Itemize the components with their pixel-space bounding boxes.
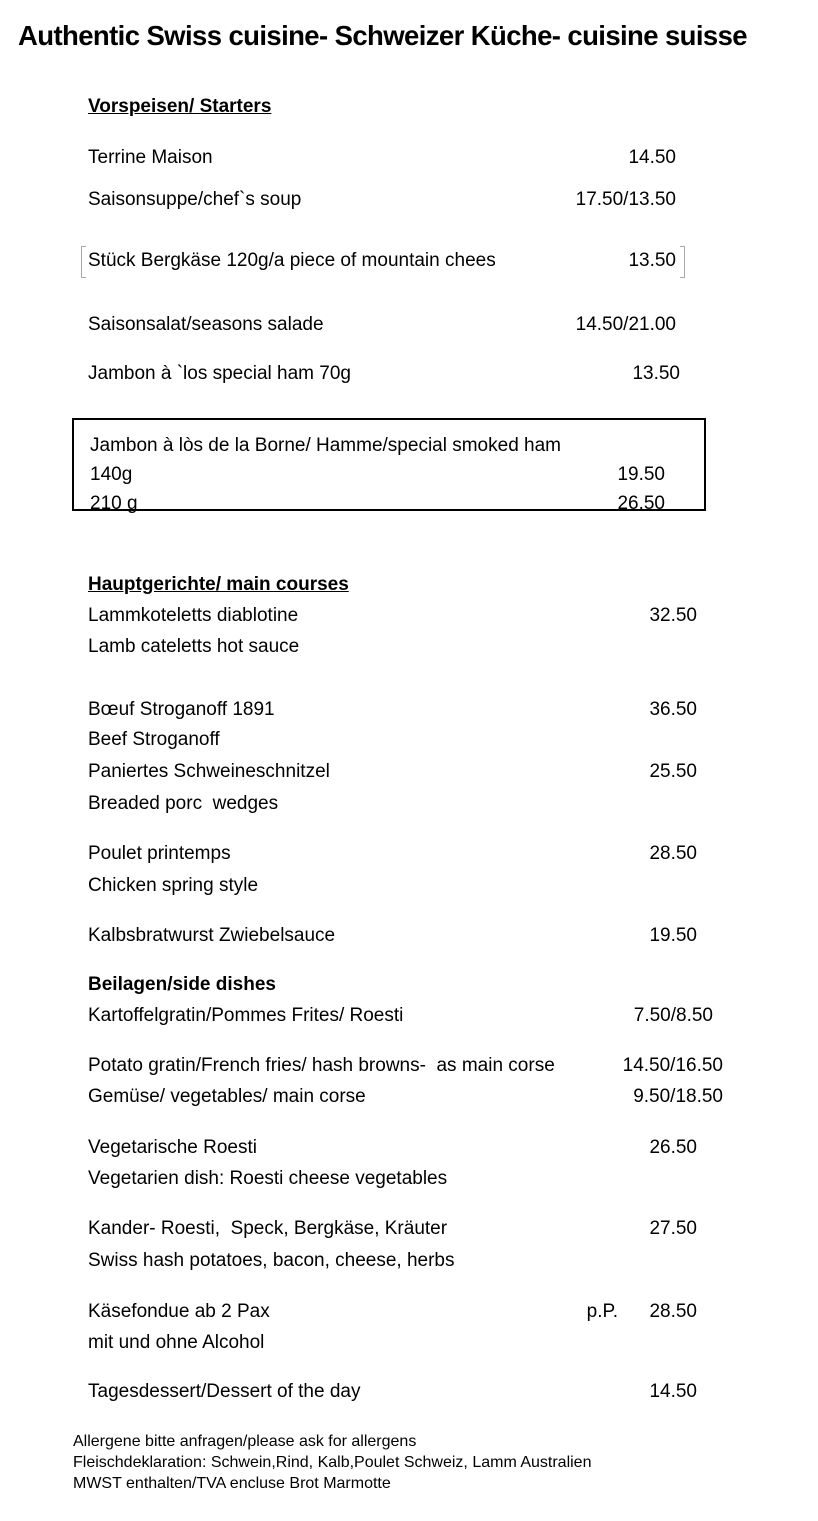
box-title-row [90,431,665,460]
item-translation: mit und ohne Alcohol [88,1332,265,1353]
item-price: 14.50/16.50 [622,1055,723,1076]
item-name: Paniertes Schweineschnitzel [88,761,330,782]
menu-item-row [88,361,680,387]
menu-item-row [88,1299,697,1325]
menu-item-row [88,145,676,171]
item-name: Tagesdessert/Dessert of the day [88,1381,361,1402]
item-price: 25.50 [649,761,697,782]
item-name: Kander- Roesti, Speck, Bergkäse, Kräuter [88,1218,448,1239]
section-heading-sides: Beilagen/side dishes [88,974,276,995]
menu-item-row [88,1379,697,1405]
footer-note: Allergene bitte anfragen/please ask for allergens [73,1433,417,1450]
item-name: 210 g [90,493,138,514]
menu-title: Authentic Swiss cuisine- Schweizer Küche- cuisine suisse [18,20,748,51]
price-unit: p.P. [586,1301,618,1322]
item-name: Terrine Maison [88,147,213,168]
item-name: Kartoffelgratin/Pommes Frites/ Roesti [88,1005,404,1026]
box-item-row [90,460,665,489]
box-item-row [90,489,665,518]
item-name: Stück Bergkäse 120g/a piece of mountain chees [88,250,496,271]
item-name: Vegetarische Roesti [88,1137,257,1158]
content-control-bracket-left [81,246,86,278]
menu-item-row [88,1135,697,1161]
item-translation: Beef Stroganoff [88,729,220,750]
menu-item-subrow [88,1248,455,1274]
item-price: 7.50/8.50 [633,1005,713,1026]
footer-note: MWST enthalten/TVA encluse Brot Marmotte [73,1475,391,1492]
menu-item-row [88,603,697,629]
item-price: 19.50 [617,464,665,485]
item-price: 28.50 [649,843,697,864]
item-price: 14.50 [628,147,676,168]
item-name: Saisonsuppe/chef`s soup [88,189,302,210]
item-price: 9.50/18.50 [633,1086,723,1107]
item-price: 14.50 [649,1381,697,1402]
menu-item-row [88,312,676,338]
item-price: 28.50 [649,1301,697,1322]
menu-item-subrow [88,727,220,753]
item-name: Gemüse/ vegetables/ main corse [88,1086,366,1107]
item-translation: Lamb cateletts hot sauce [88,636,300,657]
item-translation: Breaded porc wedges [88,793,279,814]
item-price: 36.50 [649,699,697,720]
item-price: 32.50 [649,605,697,626]
box-item-name: Jambon à lòs de la Borne/ Hamme/special smoked ham [90,435,562,456]
content-control-bracket-right [680,246,685,278]
item-price: 17.50/13.50 [575,189,676,210]
menu-item-row [88,1216,697,1242]
menu-item-subrow [88,634,299,660]
item-price: 19.50 [649,925,697,946]
menu-item-row [88,697,697,723]
item-name: Saisonsalat/seasons salade [88,314,324,335]
menu-item-subrow [88,873,258,899]
item-price: 14.50/21.00 [575,314,676,335]
menu-item-row [88,187,676,213]
item-price: 26.50 [649,1137,697,1158]
menu-item-row [88,759,697,785]
item-price: 13.50 [632,363,680,384]
item-name: Jambon à `los special ham 70g [88,363,351,384]
item-price: 13.50 [628,250,676,271]
menu-item-row [88,923,697,949]
item-name: Lammkoteletts diablotine [88,605,299,626]
item-name: Bœuf Stroganoff 1891 [88,699,275,720]
highlight-box [72,418,706,514]
menu-item-row [88,1084,723,1110]
menu-item-subrow [88,791,278,817]
section-heading-mains: Hauptgerichte/ main courses [88,574,349,595]
item-translation: Chicken spring style [88,875,259,896]
item-name: 140g [90,464,133,485]
item-name: Käsefondue ab 2 Pax [88,1301,270,1322]
item-translation: Vegetarien dish: Roesti cheese vegetables [88,1168,448,1189]
footer-note: Fleischdeklaration: Schwein,Rind, Kalb,Poulet Schweiz, Lamm Australien [73,1454,592,1471]
item-name: Kalbsbratwurst Zwiebelsauce [88,925,336,946]
item-translation: Swiss hash potatoes, bacon, cheese, herbs [88,1250,455,1271]
menu-item-row [88,841,697,867]
item-name: Poulet printemps [88,843,231,864]
menu-item-row [88,1003,713,1029]
item-name: Potato gratin/French fries/ hash browns- as main corse [88,1055,555,1076]
menu-item-row [88,248,676,274]
menu-item-subrow [88,1330,264,1356]
item-price: 27.50 [649,1218,697,1239]
menu-item-row [88,1053,723,1079]
item-price: 26.50 [617,493,665,514]
menu-item-subrow [88,1166,447,1192]
section-heading-starters: Vorspeisen/ Starters [88,96,272,117]
